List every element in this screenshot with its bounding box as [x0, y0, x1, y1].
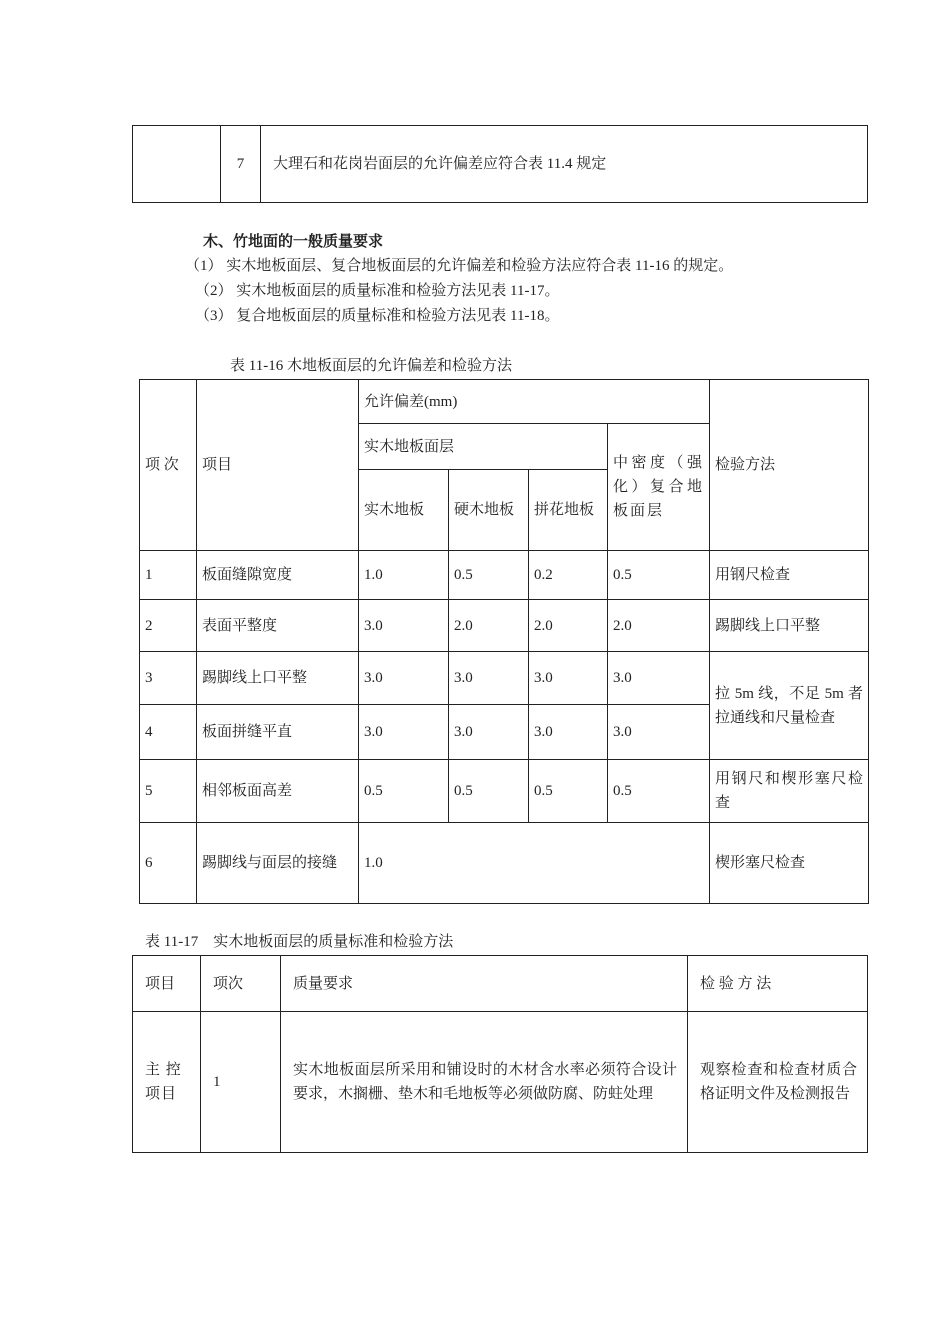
row-value: 2.0 — [608, 600, 710, 652]
row-value: 0.5 — [359, 760, 449, 823]
table-row — [140, 652, 869, 705]
header-parquet: 拼花地板 — [529, 470, 608, 551]
row-value: 3.0 — [449, 652, 529, 705]
header-item: 项目 — [197, 380, 359, 551]
header-solid-group: 实木地板面层 — [359, 424, 608, 470]
row-value: 1.0 — [359, 551, 449, 600]
section-item-2: （2） 实木地板面层的质量标准和检验方法见表 11-17。 — [195, 283, 560, 299]
section-item-3: （3） 复合地板面层的质量标准和检验方法见表 11-18。 — [195, 308, 560, 324]
top-table-text: 大理石和花岗岩面层的允许偏差应符合表 11.4 规定 — [261, 126, 868, 203]
header-index: 项次 — [201, 956, 281, 1012]
row-value: 3.0 — [449, 705, 529, 760]
table-11-16 — [139, 379, 869, 904]
header-index: 项 次 — [140, 380, 197, 551]
row-value: 3.0 — [359, 652, 449, 705]
table-row — [140, 760, 869, 823]
row-value: 3.0 — [529, 705, 608, 760]
row-method: 用钢尺和楔形塞尺检查 — [710, 760, 869, 823]
row-item: 主 控 项目 — [133, 1012, 201, 1153]
row-item: 踢脚线上口平整 — [197, 652, 359, 705]
row-value: 0.5 — [608, 760, 710, 823]
row-value: 0.5 — [608, 551, 710, 600]
top-table-empty-cell — [133, 126, 221, 203]
table-row — [140, 823, 869, 904]
header-allowance: 允许偏差(mm) — [359, 380, 710, 424]
row-value: 0.5 — [449, 551, 529, 600]
header-solid: 实木地板 — [359, 470, 449, 551]
row-index: 3 — [140, 652, 197, 705]
section-heading: 木、竹地面的一般质量要求 — [203, 234, 384, 250]
header-item: 项目 — [133, 956, 201, 1012]
row-index: 1 — [201, 1012, 281, 1153]
table-row — [140, 600, 869, 652]
header-composite: 中密度（强化）复合地板面层 — [608, 424, 710, 551]
row-value: 3.0 — [608, 652, 710, 705]
row-value: 1.0 — [359, 823, 710, 904]
table-row — [140, 551, 869, 600]
row-index: 2 — [140, 600, 197, 652]
row-value: 3.0 — [608, 705, 710, 760]
top-table — [132, 125, 868, 203]
row-value: 3.0 — [359, 600, 449, 652]
row-value: 3.0 — [529, 652, 608, 705]
header-method: 检验方法 — [710, 380, 869, 551]
row-index: 5 — [140, 760, 197, 823]
row-method: 楔形塞尺检查 — [710, 823, 869, 904]
row-value: 0.5 — [449, 760, 529, 823]
header-hardwood: 硬木地板 — [449, 470, 529, 551]
row-method: 观察检查和检查材质合格证明文件及检测报告 — [688, 1012, 868, 1153]
row-value: 0.2 — [529, 551, 608, 600]
row-value: 2.0 — [529, 600, 608, 652]
header-method: 检 验 方 法 — [688, 956, 868, 1012]
header-requirement: 质量要求 — [281, 956, 688, 1012]
table-row — [133, 1012, 868, 1153]
row-method: 踢脚线上口平整 — [710, 600, 869, 652]
row-index: 4 — [140, 705, 197, 760]
row-value: 2.0 — [449, 600, 529, 652]
table-11-16-caption: 表 11-16 木地板面层的允许偏差和检验方法 — [230, 358, 512, 374]
row-method: 拉 5m 线，不足 5m 者拉通线和尺量检查 — [710, 652, 869, 760]
row-index: 6 — [140, 823, 197, 904]
row-item: 相邻板面高差 — [197, 760, 359, 823]
row-value: 3.0 — [359, 705, 449, 760]
row-item: 板面缝隙宽度 — [197, 551, 359, 600]
row-index: 1 — [140, 551, 197, 600]
table-11-17-caption: 表 11-17 实木地板面层的质量标准和检验方法 — [145, 934, 454, 950]
section-item-1: （1） 实木地板面层、复合地板面层的允许偏差和检验方法应符合表 11-16 的规定。 — [185, 258, 734, 274]
row-item: 踢脚线与面层的接缝 — [197, 823, 359, 904]
row-value: 0.5 — [529, 760, 608, 823]
row-method: 用钢尺检查 — [710, 551, 869, 600]
top-table-index: 7 — [221, 126, 261, 203]
row-item: 表面平整度 — [197, 600, 359, 652]
row-item: 板面拼缝平直 — [197, 705, 359, 760]
table-11-17 — [132, 955, 868, 1153]
row-requirement: 实木地板面层所采用和铺设时的木材含水率必须符合设计要求，木搁栅、垫木和毛地板等必须做防腐、防蛀处理 — [281, 1012, 688, 1153]
